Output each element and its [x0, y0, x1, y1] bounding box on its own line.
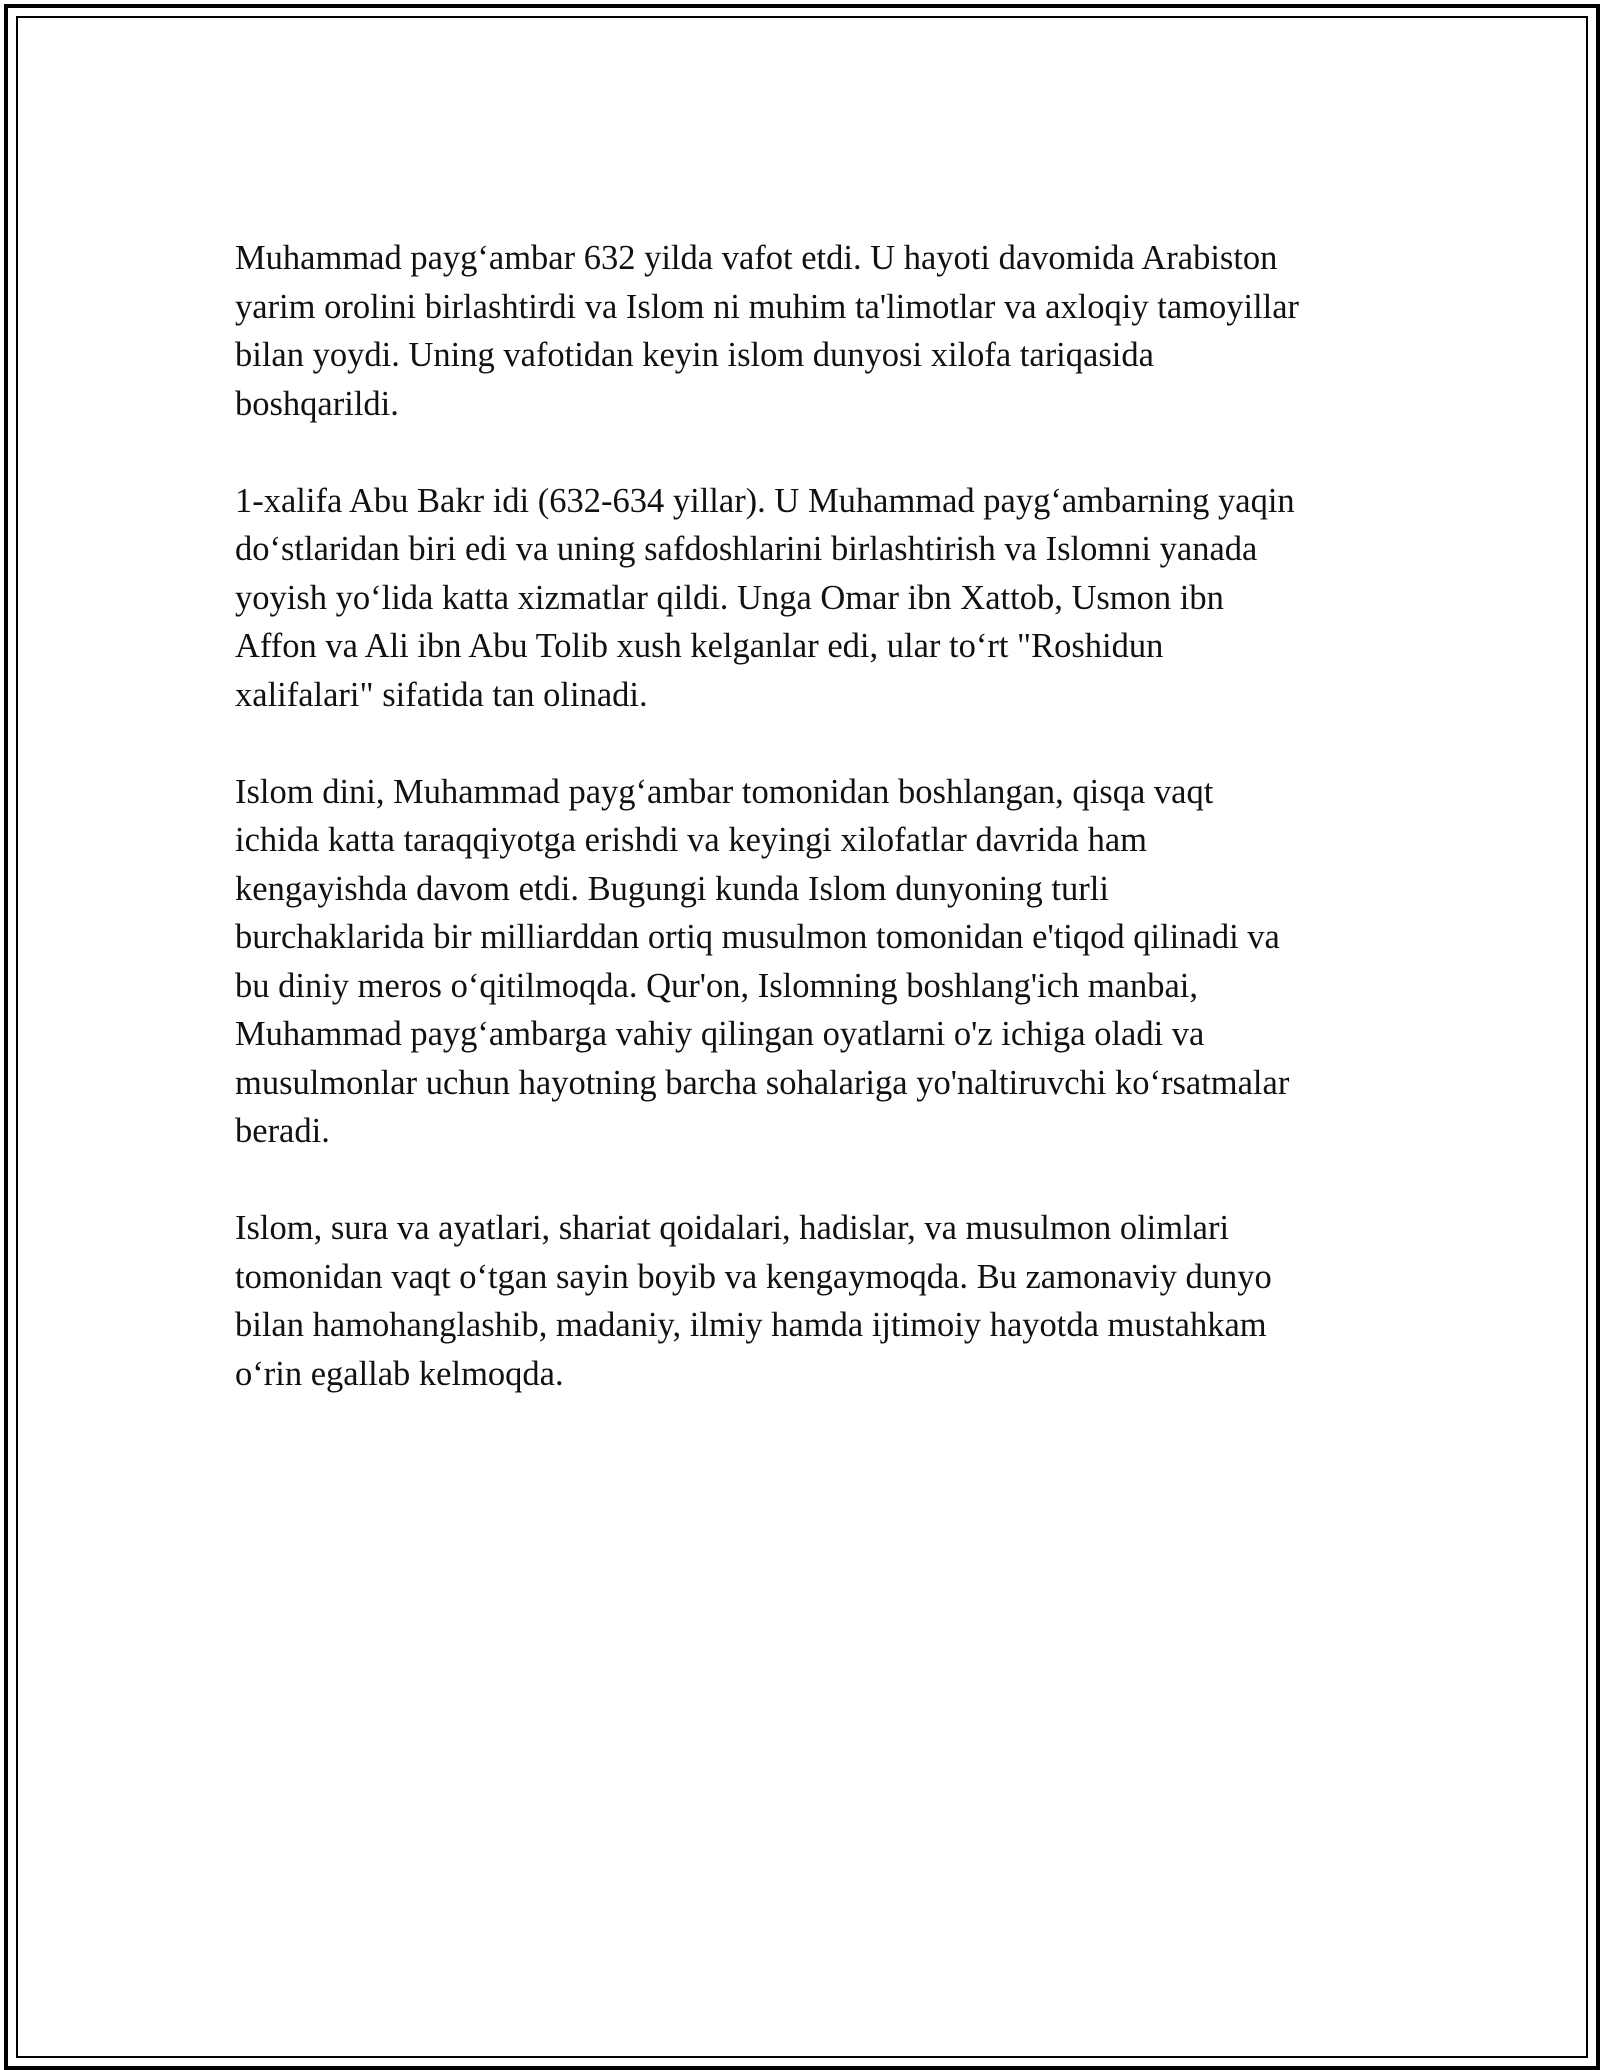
text-line: Islom, sura va ayatlari, shariat qoidalari, hadislar, va musulmon olimlari	[235, 1209, 1230, 1247]
paragraph-2	[235, 477, 1375, 720]
text-line: musulmonlar uchun hayotning barcha sohalariga yo'naltiruvchi ko‘rsatmalar	[235, 1063, 1290, 1102]
text-line: Muhammad payg‘ambar 632 yilda vafot etdi. U hayoti davomida Arabiston	[235, 239, 1278, 277]
paragraph-1	[235, 234, 1375, 428]
document-body	[235, 234, 1375, 1447]
paragraph-3	[235, 768, 1375, 1156]
paragraph-4	[235, 1204, 1375, 1398]
text-line: bilan hamohanglashib, madaniy, ilmiy hamda ijtimoiy hayotda mustahkam	[235, 1306, 1267, 1344]
text-line: yoyish yo‘lida katta xizmatlar qildi. Unga Omar ibn Xattob, Usmon ibn	[235, 578, 1224, 617]
text-line: ichida katta taraqqiyotga erishdi va keyingi xilofatlar davrida ham	[235, 821, 1148, 859]
text-line: Affon va Ali ibn Abu Tolib xush kelganlar edi, ular to‘rt "Roshidun	[235, 627, 1164, 665]
text-line: do‘stlaridan biri edi va uning safdoshlarini birlashtirish va Islomni yanada	[235, 530, 1258, 568]
text-line: xalifalari" sifatida tan olinadi.	[235, 675, 648, 714]
text-line: beradi.	[235, 1112, 330, 1150]
text-line: yarim orolini birlashtirdi va Islom ni muhim ta'limotlar va axloqiy tamoyillar	[235, 287, 1300, 326]
text-line: burchaklarida bir milliarddan ortiq musulmon tomonidan e'tiqod qilinadi va	[235, 918, 1280, 956]
text-line: Muhammad payg‘ambarga vahiy qilingan oyatlarni o'z ichiga oladi va	[235, 1015, 1205, 1053]
text-line: o‘rin egallab kelmoqda.	[235, 1354, 564, 1393]
text-line: bu diniy meros o‘qitilmoqda. Qur'on, Islomning boshlang'ich manbai,	[235, 966, 1198, 1005]
text-line: Islom dini, Muhammad payg‘ambar tomonidan boshlangan, qisqa vaqt	[235, 772, 1214, 811]
text-line: bilan yoydi. Uning vafotidan keyin islom dunyosi xilofa tariqasida	[235, 336, 1154, 374]
text-line: kengayishda davom etdi. Bugungi kunda Islom dunyoning turli	[235, 869, 1109, 908]
text-line: tomonidan vaqt o‘tgan sayin boyib va kengaymoqda. Bu zamonaviy dunyo	[235, 1257, 1272, 1296]
text-line: boshqarildi.	[235, 384, 399, 423]
text-line: 1-xalifa Abu Bakr idi (632-634 yillar). U Muhammad payg‘ambarning yaqin	[235, 481, 1295, 520]
